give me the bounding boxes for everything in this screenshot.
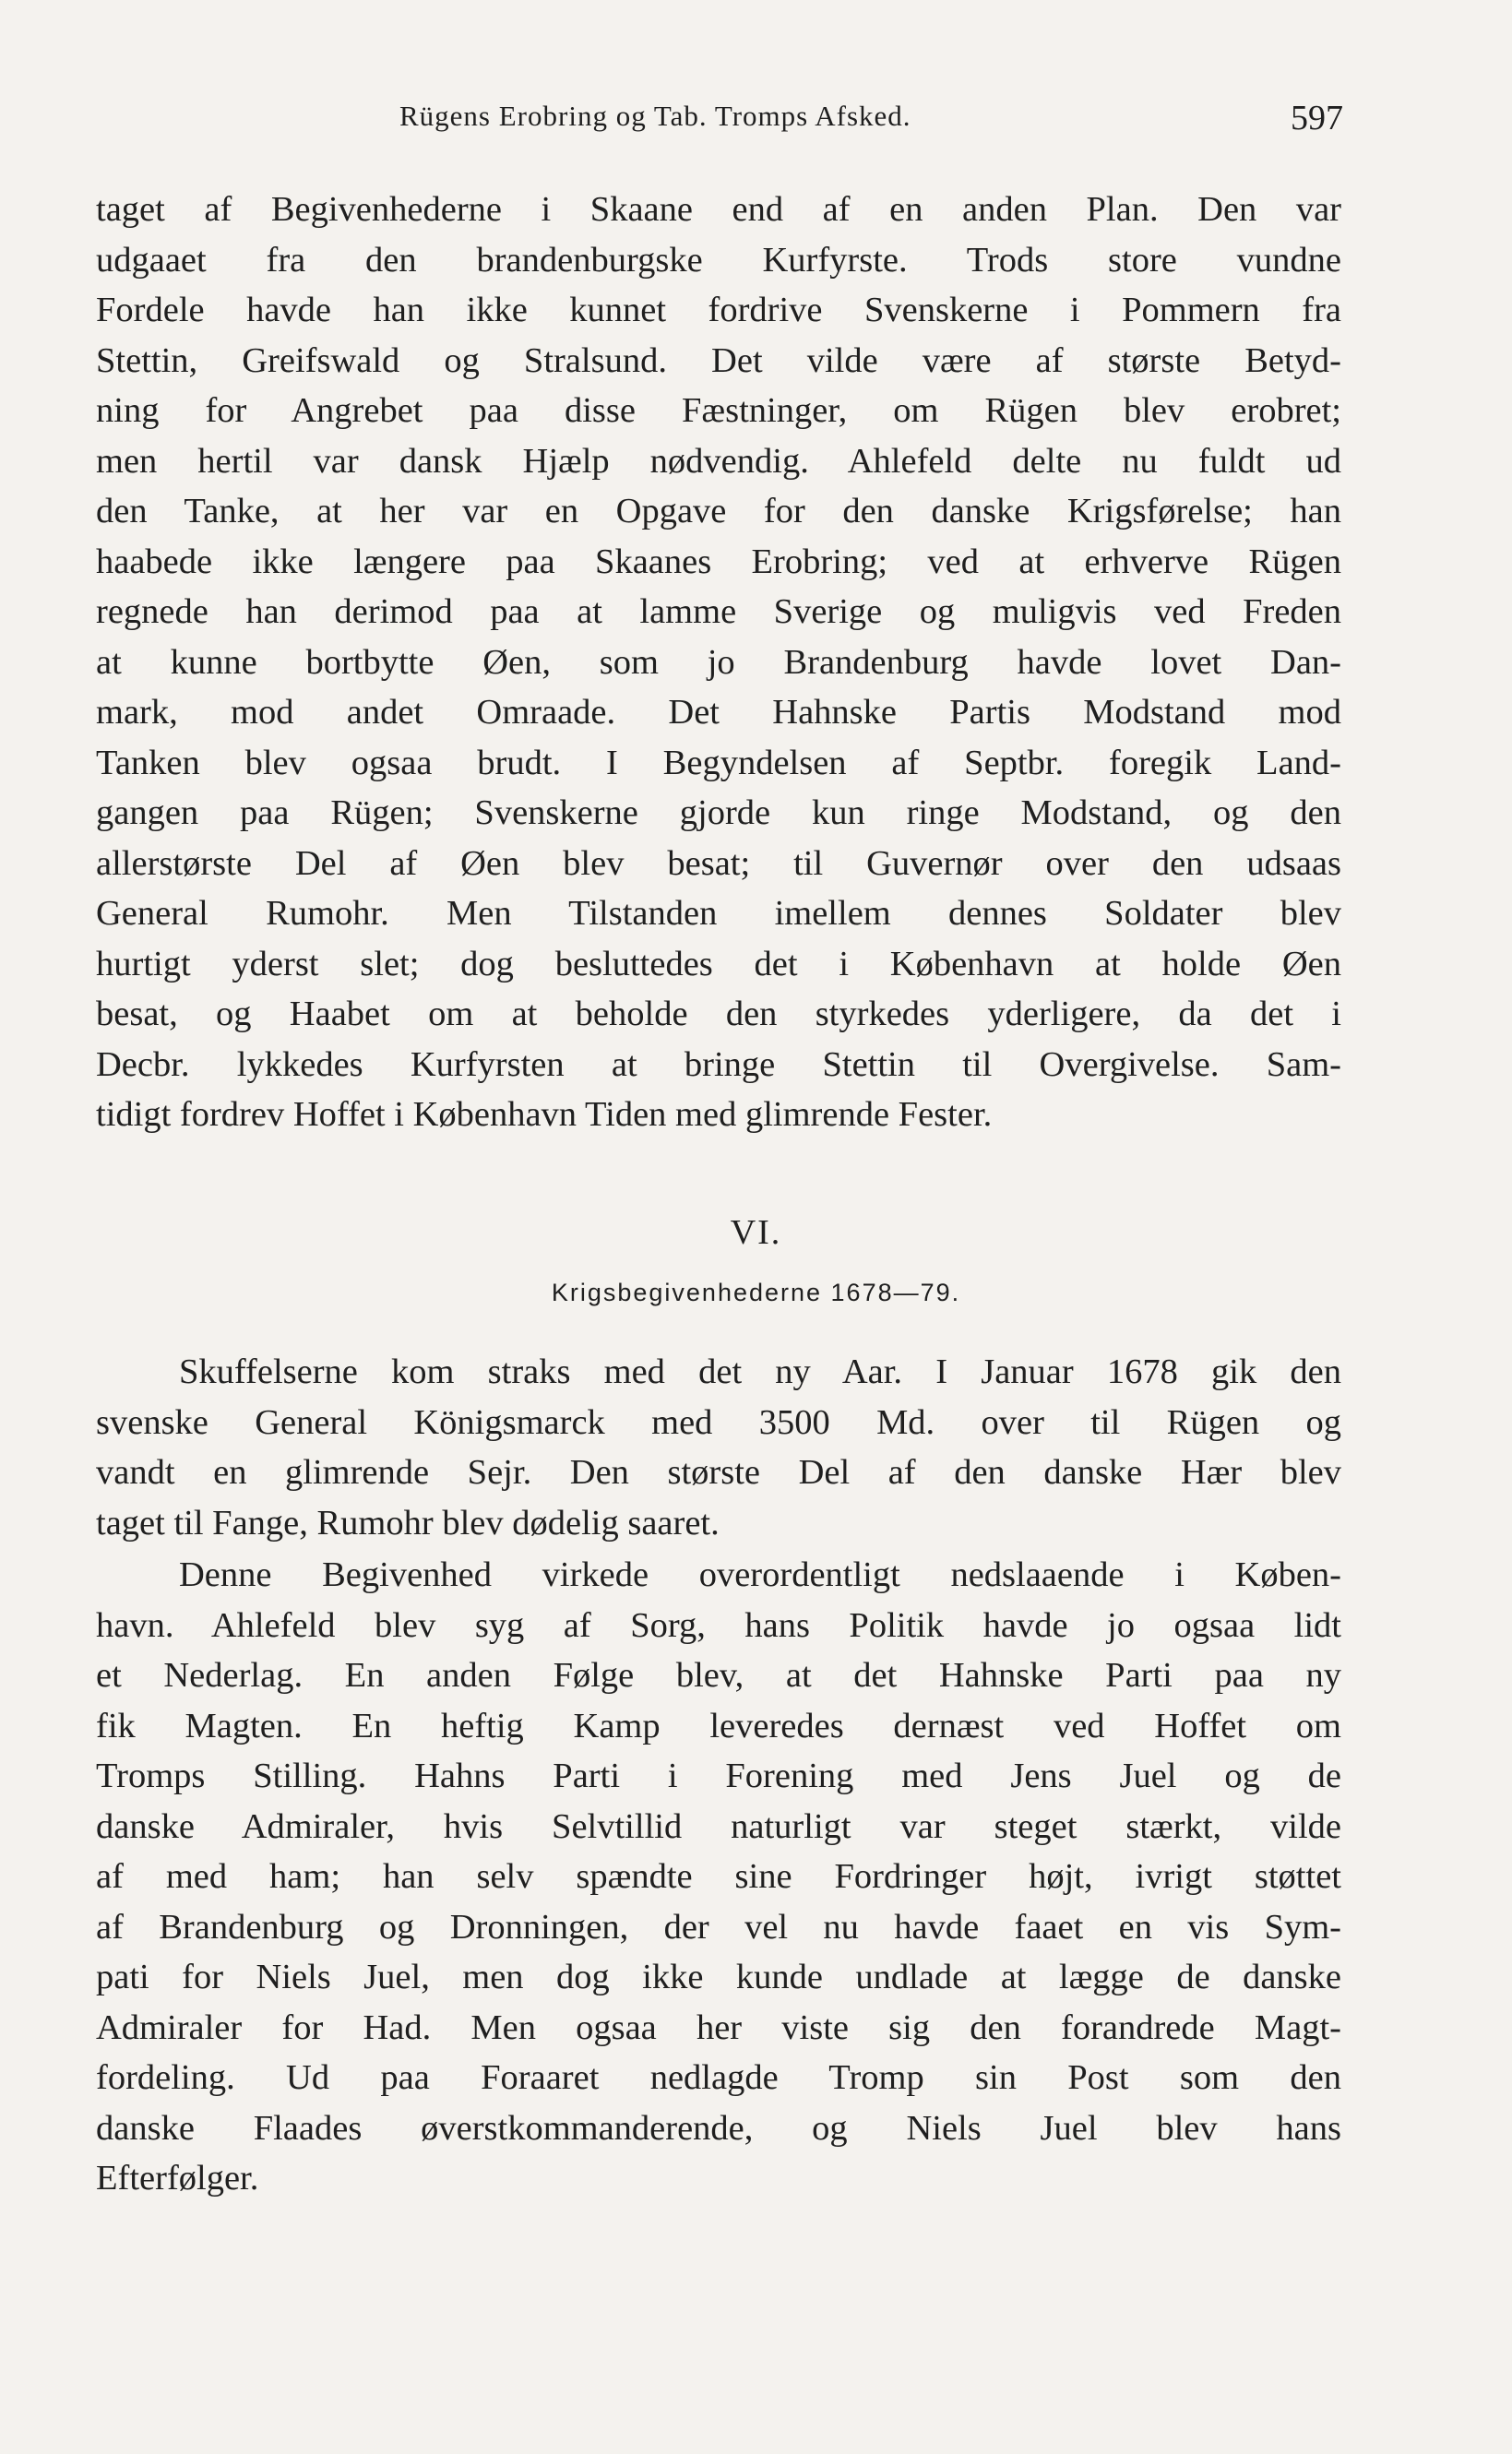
text-line: ning for Angrebet paa disse Fæstninger, om Rügen blev erobret; [96,391,1341,430]
text-line: Fordele havde han ikke kunnet fordrive Svenskerne i Pommern fra [96,291,1341,329]
text-line: af med ham; han selv spændte sine Fordringer højt, ivrigt støttet [96,1857,1341,1896]
paragraph-2 [96,1347,1341,1548]
text-line: Decbr. lykkedes Kurfyrsten at bringe Stettin til Overgivelse. Sam- [96,1044,1341,1084]
text-line: Skuffelserne kom straks med det ny Aar. I Januar 1678 gik den [179,1352,1341,1391]
text-line: haabede ikke længere paa Skaanes Erobring; ved at erhverve Rügen [96,542,1341,581]
text-line: svenske General Königsmarck med 3500 Md. over til Rügen og [96,1402,1341,1442]
text-line: allerstørste Del af Øen blev besat; til Guvernør over den udsaas [96,843,1341,883]
text-line: den Tanke, at her var en Opgave for den danske Krigsførelse; han [96,492,1341,530]
text-line: Efterfølger. [96,2159,259,2198]
text-line: havn. Ahlefeld blev syg af Sorg, hans Politik havde jo ogsaa lidt [96,1605,1341,1645]
text-line: Tromps Stilling. Hahns Parti i Forening med Jens Juel og de [96,1757,1341,1795]
text-line: Tanken blev ogsaa brudt. I Begyndelsen af Septbr. foregik Land- [96,743,1341,782]
page-number: 597 [1291,99,1343,137]
text-line: et Nederlag. En anden Følge blev, at det Hahnske Parti paa ny [96,1656,1341,1695]
section-number: VI. [730,1213,782,1252]
text-line: taget til Fange, Rumohr blev dødelig saaret. [96,1503,720,1543]
text-line: Admiraler for Had. Men ogsaa her viste sig den forandrede Magt- [96,2007,1341,2047]
text-line: besat, og Haabet om at beholde den styrkedes yderligere, da det i [96,995,1341,1033]
text-line: General Rumohr. Men Tilstanden imellem dennes Soldater blev [96,894,1341,933]
text-line: Denne Begivenhed virkede overordentligt nedslaaende i Køben- [179,1555,1341,1594]
text-line: gangen paa Rügen; Svenskerne gjorde kun ringe Modstand, og den [96,793,1341,832]
text-line: hurtigt yderst slet; dog besluttedes det i København at holde Øen [96,944,1341,983]
text-line: men hertil var dansk Hjælp nødvendig. Ahlefeld delte nu fuldt ud [96,441,1341,481]
text-line: danske Admiraler, hvis Selvtillid naturligt var steget stærkt, vilde [96,1806,1341,1846]
text-line: at kunne bortbytte Øen, som jo Brandenburg havde lovet Dan- [96,642,1341,682]
text-line: fordeling. Ud paa Foraaret nedlagde Tromp sin Post som den [96,2058,1341,2097]
text-line: pati for Niels Juel, men dog ikke kunde undlade at lægge de danske [96,1958,1341,1996]
text-line: tidigt fordrev Hoffet i København Tiden med glimrende Fester. [96,1095,993,1134]
paragraph-3 [96,1550,1341,2204]
text-line: Stettin, Greifswald og Stralsund. Det vilde være af største Betyd- [96,340,1341,380]
text-line: danske Flaades øverstkommanderende, og Niels Juel blev hans [96,2108,1341,2148]
section-heading: Krigsbegivenhederne 1678—79. [551,1279,961,1306]
text-line: vandt en glimrende Sejr. Den største Del af den danske Hær blev [96,1453,1341,1492]
text-line: mark, mod andet Omraade. Det Hahnske Partis Modstand mod [96,693,1341,732]
text-line: regnede han derimod paa at lamme Sverige og muligvis ved Freden [96,592,1341,631]
text-line: taget af Begivenhederne i Skaane end af en anden Plan. Den var [96,190,1341,229]
running-title: Rügens Erobring og Tab. Tromps Afsked. [399,100,911,132]
paragraph-1 [96,185,1341,1140]
running-head [0,100,1512,146]
text-line: fik Magten. En heftig Kamp leveredes dernæst ved Hoffet om [96,1706,1341,1745]
text-line: udgaaet fra den brandenburgske Kurfyrste. Trods store vundne [96,240,1341,280]
text-line: af Brandenburg og Dronningen, der vel nu havde faaet en vis Sym- [96,1907,1341,1947]
